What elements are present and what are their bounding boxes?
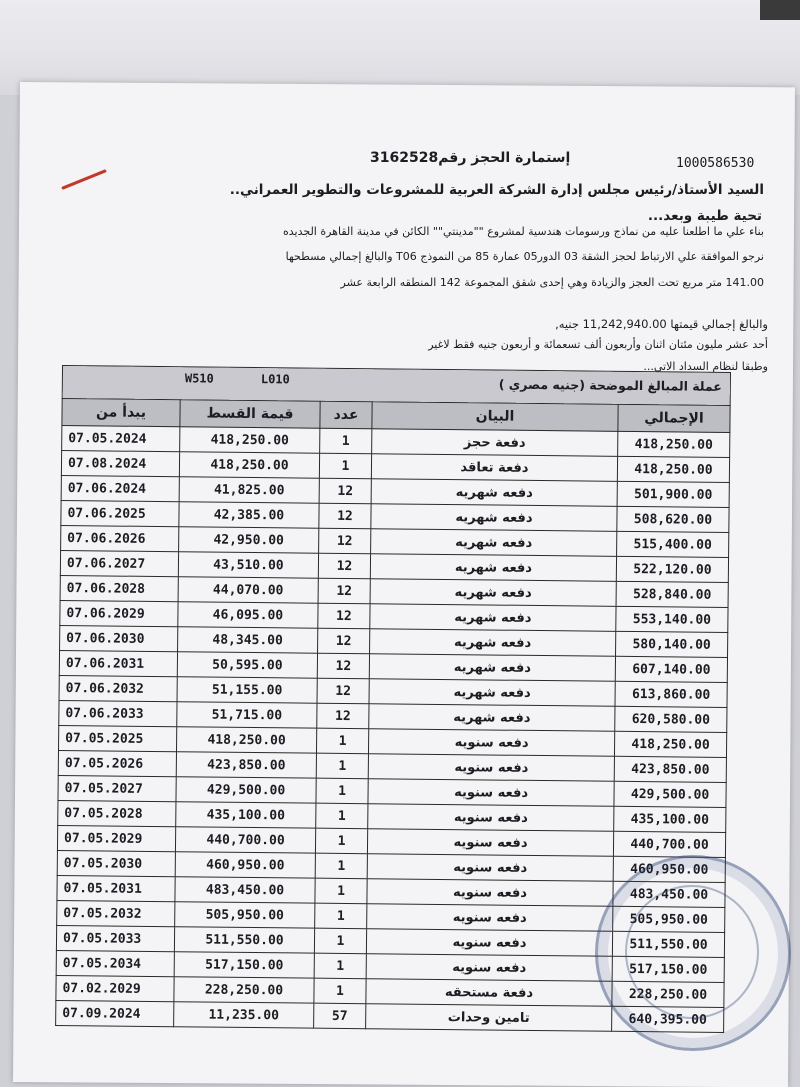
code-l: L010 [260,372,290,387]
cell-installment: 42,385.00 [179,502,319,528]
cell-installment: 460,950.00 [175,852,315,878]
addressee-line: السيد الأستاذ/رئيس مجلس إدارة الشركة العربية للمشروعات والتطوير العمراني.. [229,182,764,198]
cell-start-date: 07.06.2025 [61,500,179,526]
cell-count: 1 [314,978,366,1004]
cell-count: 1 [320,428,372,454]
cell-count: 1 [319,453,371,479]
cell-description: دفعه شهريه [371,504,617,532]
cell-installment: 435,100.00 [176,802,316,828]
cell-start-date: 07.06.2030 [60,625,178,651]
cell-description: دفعه شهريه [371,529,617,557]
cell-count: 1 [316,728,368,754]
cell-installment: 41,825.00 [179,477,319,503]
cell-count: 12 [319,478,371,504]
cell-count: 12 [319,503,371,529]
cell-description: دفعة مستحقه [366,979,612,1007]
cell-installment: 42,950.00 [179,527,319,553]
cell-description: دفعه سنويه [368,779,614,807]
cell-installment: 44,070.00 [178,577,318,603]
cell-installment: 50,595.00 [177,652,317,678]
header-start-date: يبدأ من [62,398,180,426]
cell-total: 522,120.00 [616,556,728,582]
cell-count: 1 [316,753,368,779]
cell-count: 12 [318,603,370,629]
currency-label: عملة المبالغ الموضحة (جنيه مصري ) [498,376,722,394]
cell-start-date: 07.02.2029 [56,975,174,1001]
cell-start-date: 07.05.2025 [58,725,176,751]
currency-row [62,365,730,405]
cell-count: 1 [315,828,367,854]
body-line-1: بناء علي ما اطلعنا عليه من نماذج ورسومات هندسية لمشروع ""مدينتي"" الكائن في مدينة القاهرة الجديده [282,225,764,238]
cell-start-date: 07.06.2032 [59,675,177,701]
cell-installment: 423,850.00 [176,752,316,778]
cell-start-date: 07.06.2033 [59,700,177,726]
cell-description: دفعه سنويه [366,954,612,982]
cell-start-date: 07.05.2033 [56,925,174,951]
cell-start-date: 07.08.2024 [61,450,179,476]
cell-total: 553,140.00 [616,606,728,632]
cell-description: دفعه سنويه [367,854,613,882]
cell-count: 12 [317,653,369,679]
cell-total: 580,140.00 [616,631,728,657]
cell-total: 620,580.00 [615,706,727,732]
cell-total: 515,400.00 [617,531,729,557]
cell-installment: 505,950.00 [175,902,315,928]
cell-count: 1 [314,928,366,954]
cell-total: 528,840.00 [616,581,728,607]
cell-start-date: 07.05.2027 [58,775,176,801]
cell-count: 1 [316,803,368,829]
cell-count: 12 [318,578,370,604]
cell-description: دفعه سنويه [366,929,612,957]
cell-description: دفعة حجز [372,429,618,457]
cell-start-date: 07.05.2032 [57,900,175,926]
cell-installment: 511,550.00 [174,927,314,953]
cell-start-date: 07.05.2029 [57,825,175,851]
cell-total: 640,395.00 [612,1006,724,1032]
cell-description: دفعة تعاقد [371,454,617,482]
cell-description: دفعه سنويه [368,729,614,757]
cell-start-date: 07.06.2028 [60,575,178,601]
cell-total: 460,950.00 [613,856,725,882]
cell-installment: 228,250.00 [174,977,314,1003]
cell-count: 12 [318,628,370,654]
payment-intro: وطبقا لنظام السداد الاتي... [643,360,768,373]
cell-count: 12 [318,553,370,579]
cell-description: دفعه شهريه [369,704,615,732]
cell-count: 12 [317,703,369,729]
cell-total: 440,700.00 [613,831,725,857]
cell-start-date: 07.06.2026 [61,525,179,551]
cell-installment: 418,250.00 [180,427,320,453]
company-stamp-inner-ring [625,885,759,1019]
cell-start-date: 07.09.2024 [56,1000,174,1026]
cell-installment: 440,700.00 [175,827,315,853]
cell-installment: 51,155.00 [177,677,317,703]
cell-total: 505,950.00 [613,906,725,932]
cell-installment: 429,500.00 [176,777,316,803]
cell-total: 607,140.00 [615,656,727,682]
cell-description: تامين وحدات [366,1004,612,1032]
form-title: إستمارة الحجز رقم3162528 [370,150,571,166]
cell-installment: 483,450.00 [175,877,315,903]
cell-installment: 48,345.00 [178,627,318,653]
reference-number: 1000586530 [676,156,755,171]
cell-count: 1 [315,878,367,904]
code-w: W510 [184,371,214,386]
cell-total: 613,860.00 [615,681,727,707]
cell-total: 508,620.00 [617,506,729,532]
cell-description: دفعه شهريه [371,479,617,507]
cell-total: 483,450.00 [613,881,725,907]
cell-installment: 11,235.00 [174,1002,314,1028]
header-description: البيان [372,402,618,432]
body-line-2: نرجو الموافقة علي الارتباط لحجز الشقة 03 الدور05 عمارة 85 من النموذج T06 والبالغ إجمالي مسطحها [285,250,764,263]
cell-description: دفعه شهريه [369,679,615,707]
cell-total: 501,900.00 [617,481,729,507]
cell-description: دفعه شهريه [370,604,616,632]
cell-count: 1 [314,953,366,979]
cell-installment: 517,150.00 [174,952,314,978]
cell-start-date: 07.05.2034 [56,950,174,976]
body-line-3: 141.00 متر مربع تحت العجز والزيادة وهي إحدى شقق المجموعة 142 المنطقه الرابعة عشر [340,276,764,289]
cell-start-date: 07.05.2026 [58,750,176,776]
greeting-line: تحية طيبة وبعد... [647,208,762,224]
cell-total: 435,100.00 [614,806,726,832]
cell-total: 429,500.00 [614,781,726,807]
header-installment: قيمة القسط [180,400,320,428]
cell-description: دفعه شهريه [369,654,615,682]
cell-count: 12 [319,528,371,554]
cell-start-date: 07.06.2027 [60,550,178,576]
cell-start-date: 07.05.2031 [57,875,175,901]
cell-description: دفعه سنويه [367,904,613,932]
cell-total: 418,250.00 [617,456,729,482]
cell-total: 418,250.00 [614,731,726,757]
total-value-line: والبالغ إجمالي قيمتها 11,242,940.00 جنيه, [555,317,768,331]
cell-installment: 51,715.00 [177,702,317,728]
cell-description: دفعه سنويه [368,754,614,782]
cell-count: 1 [315,903,367,929]
cell-description: دفعه شهريه [370,579,616,607]
cell-start-date: 07.05.2028 [58,800,176,826]
cell-description: دفعه سنويه [367,829,613,857]
cell-start-date: 07.06.2029 [60,600,178,626]
cell-total: 228,250.00 [612,981,724,1007]
background-surface [0,0,800,95]
cell-installment: 418,250.00 [176,727,316,753]
cell-start-date: 07.05.2024 [62,425,180,451]
cell-installment: 46,095.00 [178,602,318,628]
cell-description: دفعه شهريه [370,554,616,582]
cell-total: 517,150.00 [612,956,724,982]
cell-start-date: 07.06.2024 [61,475,179,501]
cell-description: دفعه سنويه [368,804,614,832]
cell-count: 1 [316,778,368,804]
cell-count: 1 [315,853,367,879]
cell-start-date: 07.05.2030 [57,850,175,876]
cell-total: 423,850.00 [614,756,726,782]
cell-count: 57 [314,1003,366,1029]
cell-total: 511,550.00 [612,931,724,957]
cell-installment: 43,510.00 [178,552,318,578]
background-corner [760,0,800,20]
total-in-words: أحد عشر مليون مئتان اثنان وأربعون ألف تسعمائة و أربعون جنيه فقط لاغير [428,338,768,351]
cell-description: دفعه شهريه [370,629,616,657]
header-total: الإجمالي [618,404,730,432]
cell-description: دفعه سنويه [367,879,613,907]
header-count: عدد [320,401,372,429]
cell-installment: 418,250.00 [179,452,319,478]
cell-total: 418,250.00 [618,431,730,457]
cell-count: 12 [317,678,369,704]
cell-start-date: 07.06.2031 [59,650,177,676]
